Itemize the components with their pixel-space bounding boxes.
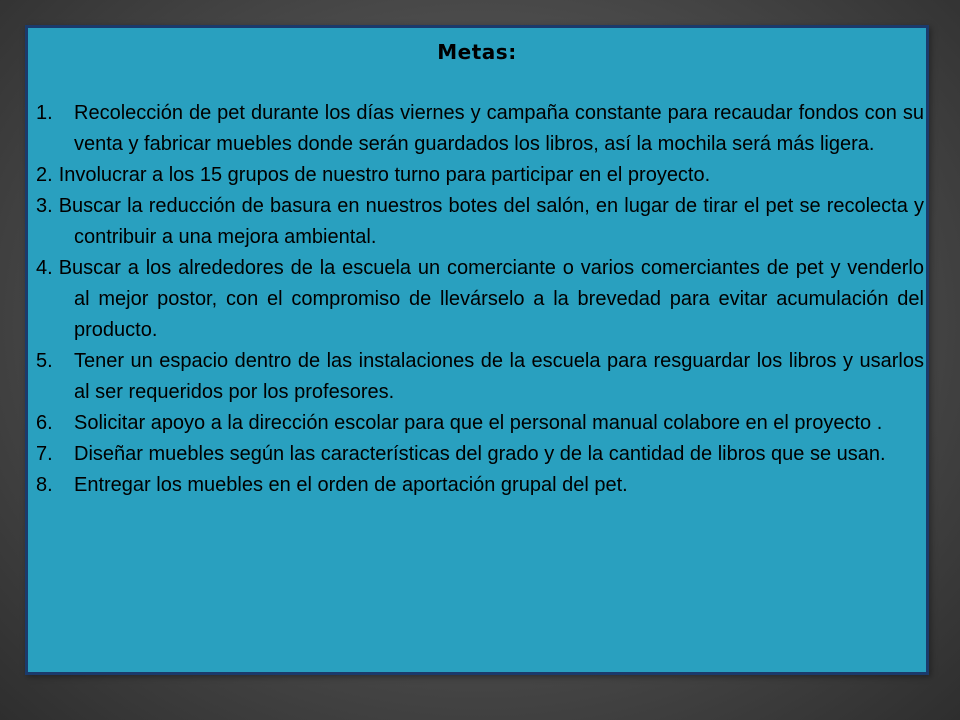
list-item-number: 5. xyxy=(36,350,53,372)
list-item xyxy=(36,98,924,160)
list-item-number: 1. xyxy=(36,102,53,124)
list-item-text: Recolección de pet durante los días viernes y campaña constante para recaudar fondos con su venta y fabricar muebles donde serán guardados los libros, así la mochila será más ligera. xyxy=(74,102,924,155)
list-item xyxy=(36,408,924,439)
list-item-number: 3. xyxy=(36,195,53,217)
list-item xyxy=(36,346,924,408)
content-panel xyxy=(25,25,929,675)
slide-title: Metas: xyxy=(437,40,517,64)
list-item xyxy=(36,160,924,191)
list-item-number: 6. xyxy=(36,412,53,434)
list-item-text: Buscar a los alrededores de la escuela un comerciante o varios comerciantes de pet y venderlo al mejor postor, con el compromiso de llevárselo a la brevedad para evitar acumulación del producto. xyxy=(58,257,924,341)
list-item xyxy=(36,253,924,346)
list-item-text: Buscar la reducción de basura en nuestros botes del salón, en lugar de tirar el pet se recolecta y contribuir a una mejora ambiental. xyxy=(58,195,924,248)
goals-list xyxy=(36,98,924,501)
list-item-text: Involucrar a los 15 grupos de nuestro turno para participar en el proyecto. xyxy=(58,164,711,186)
list-item xyxy=(36,191,924,253)
list-item-number: 4. xyxy=(36,257,53,279)
list-item xyxy=(36,470,924,501)
list-item-text: Entregar los muebles en el orden de aportación grupal del pet. xyxy=(74,474,628,496)
list-item xyxy=(36,439,924,470)
list-item-number: 7. xyxy=(36,443,53,465)
list-item-number: 2. xyxy=(36,164,53,186)
list-item-number: 8. xyxy=(36,474,53,496)
list-item-text: Tener un espacio dentro de las instalaciones de la escuela para resguardar los libros y usarlos al ser requeridos por los profesores. xyxy=(74,350,924,403)
list-item-text: Diseñar muebles según las características del grado y de la cantidad de libros que se usan. xyxy=(74,443,886,465)
list-item-text: Solicitar apoyo a la dirección escolar para que el personal manual colabore en el proyecto . xyxy=(74,412,883,434)
